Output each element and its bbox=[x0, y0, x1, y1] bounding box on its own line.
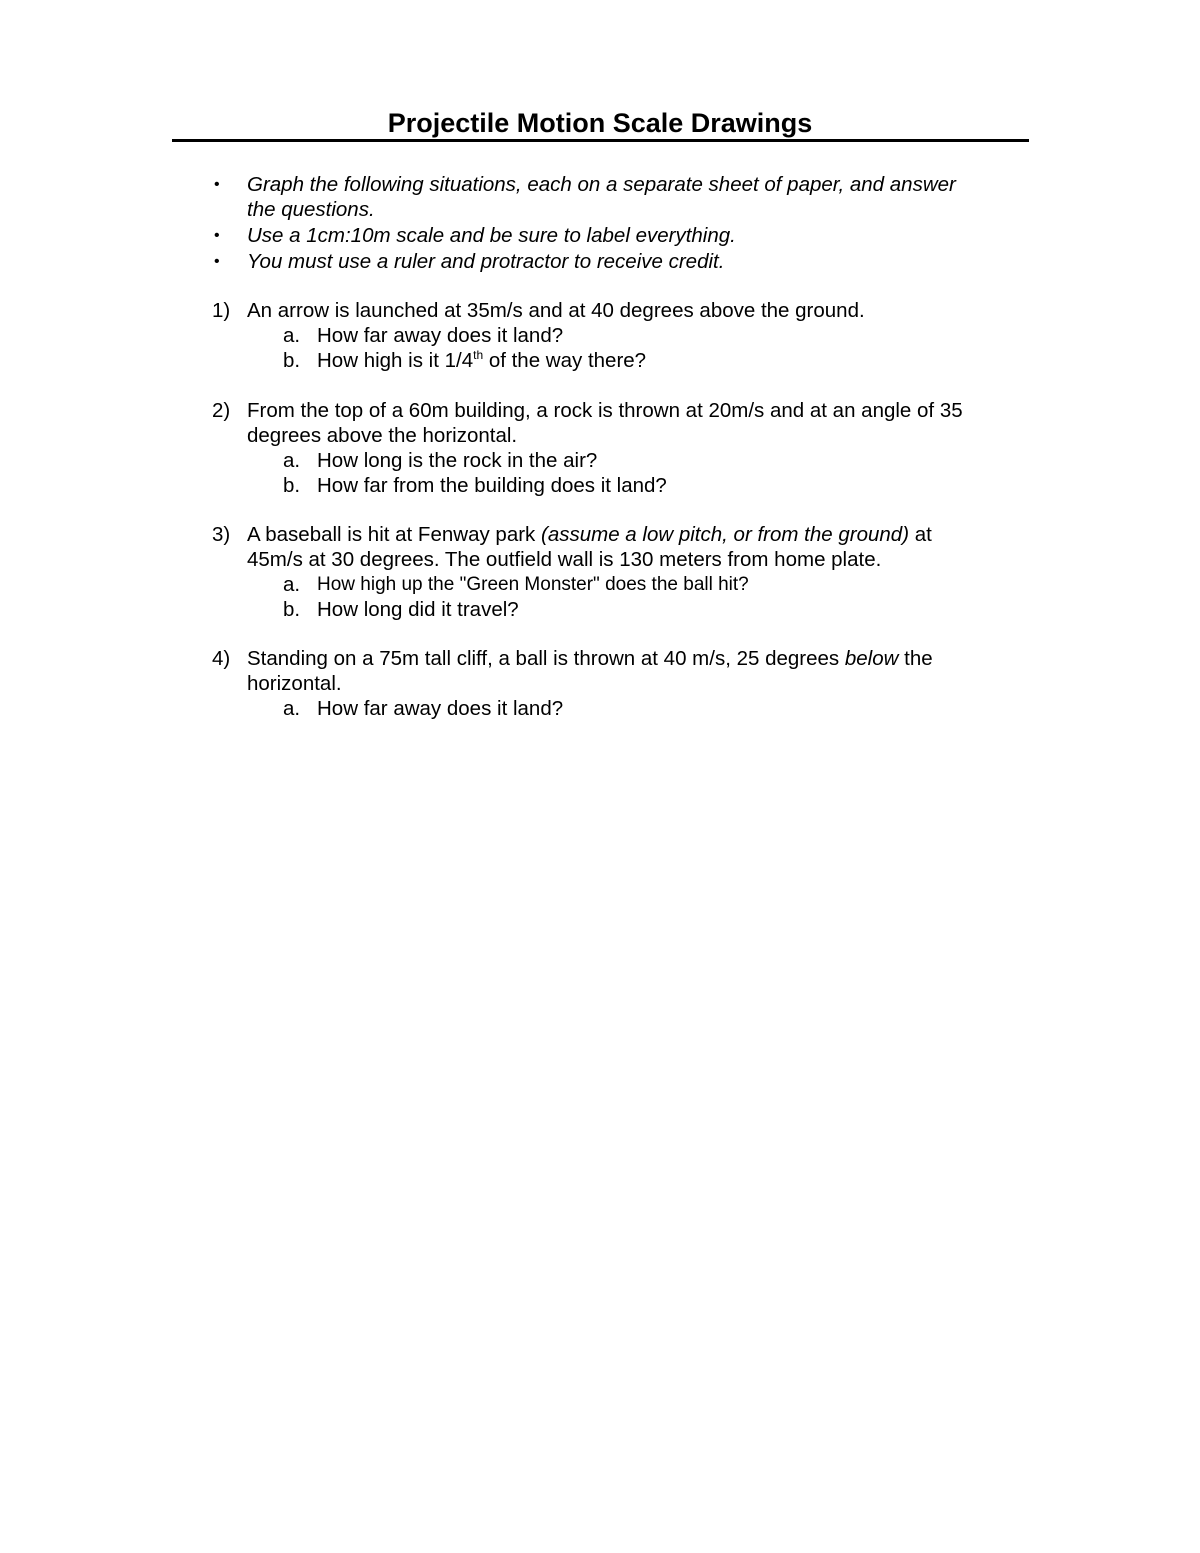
bullet-icon: • bbox=[214, 253, 220, 270]
instruction-1-line-2: the questions. bbox=[247, 198, 375, 221]
question-4-italic-word: below bbox=[844, 647, 899, 670]
question-4a-letter: a. bbox=[283, 697, 301, 720]
question-3-number: 3) bbox=[212, 523, 231, 546]
question-1b-superscript: th bbox=[473, 348, 484, 363]
question-3-text-before: A baseball is hit at Fenway park bbox=[247, 523, 541, 546]
question-3b-text: How long did it travel? bbox=[317, 598, 519, 621]
instruction-3: You must use a ruler and protractor to receive credit. bbox=[247, 250, 725, 273]
instruction-2: Use a 1cm:10m scale and be sure to label everything. bbox=[247, 224, 736, 247]
question-2-number: 2) bbox=[212, 399, 231, 422]
question-1b-letter: b. bbox=[283, 349, 301, 372]
question-4-text-line-2: horizontal. bbox=[247, 672, 342, 695]
question-1b-text-before: How high is it 1/4 bbox=[317, 349, 474, 372]
question-4-number: 4) bbox=[212, 647, 231, 670]
page-title: Projectile Motion Scale Drawings bbox=[387, 108, 813, 138]
question-1-text: An arrow is launched at 35m/s and at 40 degrees above the ground. bbox=[247, 299, 865, 322]
question-2b-text: How far from the building does it land? bbox=[317, 474, 667, 497]
question-2a-letter: a. bbox=[283, 449, 301, 472]
question-1a-text: How far away does it land? bbox=[317, 324, 564, 347]
bullet-icon: • bbox=[214, 227, 220, 244]
question-3-text-after: at bbox=[909, 523, 932, 546]
question-3b-letter: b. bbox=[283, 598, 301, 621]
instruction-1-line-1: Graph the following situations, each on a separate sheet of paper, and answer bbox=[247, 173, 956, 196]
question-4a-text: How far away does it land? bbox=[317, 697, 564, 720]
bullet-icon: • bbox=[214, 176, 220, 193]
question-2b-letter: b. bbox=[283, 474, 301, 497]
question-2-text-line-1: From the top of a 60m building, a rock is thrown at 20m/s and at an angle of 35 bbox=[247, 399, 963, 422]
question-4-text-after: the bbox=[898, 647, 933, 670]
question-3-text-line-2: 45m/s at 30 degrees. The outfield wall is 130 meters from home plate. bbox=[247, 548, 882, 571]
question-1a-letter: a. bbox=[283, 324, 301, 347]
question-1b-text-after: of the way there? bbox=[483, 349, 647, 372]
question-2-text-line-2: degrees above the horizontal. bbox=[247, 424, 518, 447]
title-underline bbox=[172, 139, 1029, 142]
question-3a-letter: a. bbox=[283, 573, 301, 596]
question-4-text-before: Standing on a 75m tall cliff, a ball is thrown at 40 m/s, 25 degrees bbox=[247, 647, 845, 670]
question-3a-text: How high up the "Green Monster" does the ball hit? bbox=[317, 574, 749, 595]
question-2a-text: How long is the rock in the air? bbox=[317, 449, 598, 472]
question-1b-text bbox=[317, 348, 646, 373]
question-3-italic-note: (assume a low pitch, or from the ground) bbox=[541, 523, 910, 546]
question-1-number: 1) bbox=[212, 299, 231, 322]
question-4-text-line-1 bbox=[247, 646, 933, 671]
question-3-text-line-1 bbox=[247, 522, 932, 547]
